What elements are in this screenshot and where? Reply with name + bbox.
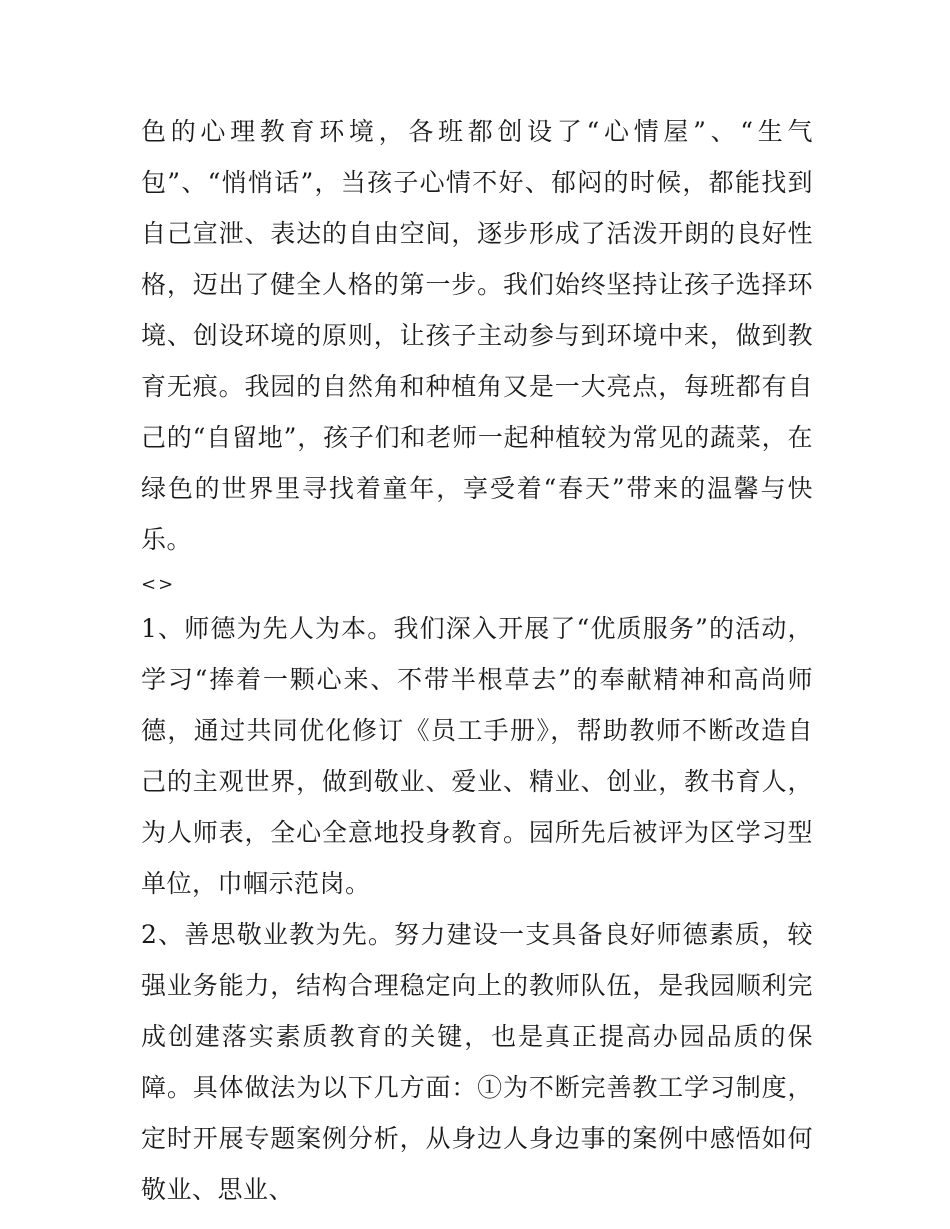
paragraph-dedication: 2、善思敬业教为先。努力建设一支具备良好师德素质，较强业务能力，结构合理稳定向上的教师队伍，是我园顺利完成创建落实素质教育的关键，也是真正提高办园品质的保障。具体做法为以下几方面：①为不断完善教工学习制度，定时开展专题案例分析，从身边人身边事的案例中感悟如何敬业、思业、	[141, 920, 813, 1204]
paragraph-environment: 色的心理教育环境，各班都创设了“心情屋”、“生气包”、“悄悄话”，当孩子心情不好、郁闷的时候，都能找到自己宣泄、表达的自由空间，逐步形成了活泼开朗的良好性格，迈出了健全人格的第一步。我们始终坚持让孩子选择环境、创设环境的原则，让孩子主动参与到环境中来，做到教育无痕。我园的自然角和种植角又是一大亮点，每班都有自己的“自留地”，孩子们和老师一起种植较为常见的蔬菜，在绿色的世界里寻找着童年，享受着“春天”带来的温馨与快乐。	[141, 117, 813, 554]
section-marker: <>	[141, 574, 176, 595]
paragraph-teacher-ethics: 1、师德为先人为本。我们深入开展了“优质服务”的活动，学习“捧着一颗心来、不带半根草去”的奉献精神和高尚师德，通过共同优化修订《员工手册》，帮助教师不断改造自己的主观世界，做到敬业、爱业、精业、创业，教书育人，为人师表，全心全意地投身教育。园所先后被评为区学习型单位，巾帼示范岗。	[141, 614, 813, 898]
document-body	[141, 106, 813, 1215]
